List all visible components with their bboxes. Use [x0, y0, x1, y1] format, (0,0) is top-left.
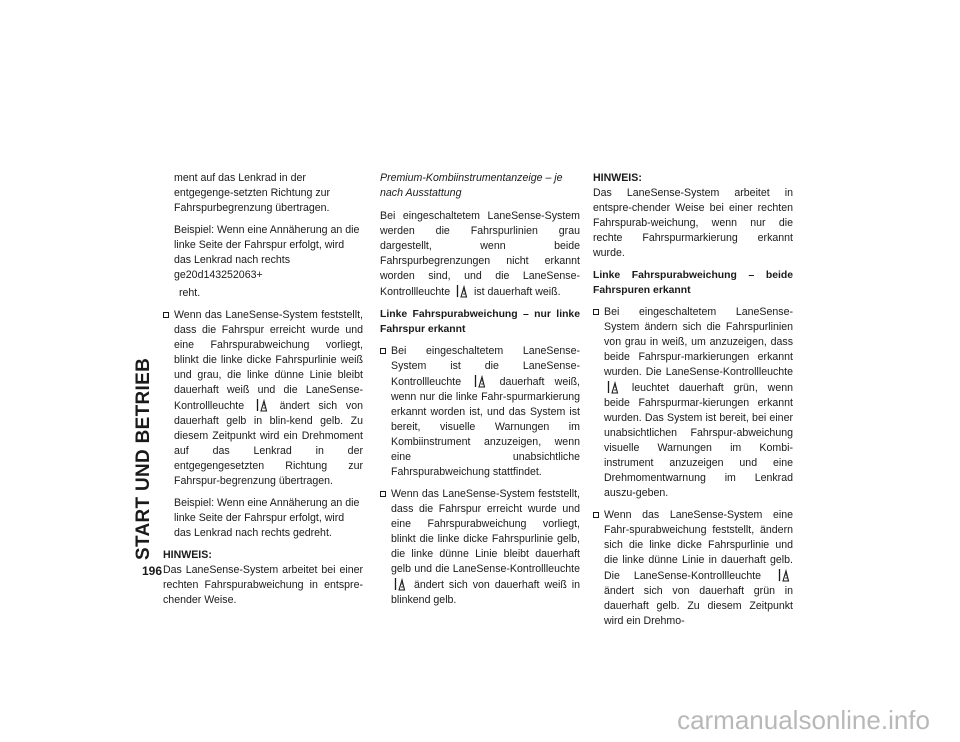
bullet-box-icon [380, 491, 386, 497]
watermark: carmanualsonline.info [677, 705, 930, 735]
section-heading: Linke Fahrspurabweichung – nur linke Fahrspur erkannt [380, 309, 580, 335]
list-item-text: Bei eingeschaltetem LaneSense-System ist die LaneSense-Kontrollleuchte [391, 345, 580, 388]
lanesense-icon [256, 398, 268, 412]
column-2 [380, 171, 580, 615]
subheading-italic: Premium-Kombiinstrumentanzeige – je nach Ausstattung [380, 172, 563, 199]
list-item [593, 305, 793, 501]
paragraph-text-continued: ist dauerhaft weiß. [474, 286, 561, 298]
list-item-text: Wenn das LaneSense-System feststellt, dass die Fahrspur erreicht wurde und eine Fahrspurabweichung vorliegt, blinkt die linke dicke Fahrspurlinie gelb, die linke dünne Linie bleibt dauerhaft gelb und die LaneSense-Kontrollleuchte [391, 488, 580, 575]
list-item-text-continued: dauerhaft weiß, wenn nur die linke Fahr-spurmarkierung erkannt worden ist, und das System ist bereit, visuelle Warnungen im Kombiinstrument anzuzeigen, wenn eine unabsichtliche Fahrspurabweichung stattfindet. [391, 376, 580, 478]
list-item-text-continued: ändert sich von dauerhaft gelb in blin-kend gelb. Zu diesem Zeitpunkt wird ein Drehmoment auf das Lenkrad in der entgegengesetzten Richtung zur Fahrspur-begrenzung übertragen. [174, 400, 363, 487]
lanesense-icon [394, 577, 406, 591]
bullet-box-icon [593, 512, 599, 518]
lanesense-icon [607, 380, 619, 394]
list-item [380, 344, 580, 480]
example-continuation: reht. [179, 287, 201, 299]
list-item-text-continued: ändert sich von dauerhaft grün in dauerhaft gelb. Zu diesem Zeitpunkt wird ein Drehmo- [604, 585, 793, 627]
list-item-text-continued: ändert sich von dauerhaft weiß in blinkend gelb. [391, 579, 580, 606]
page-number: 196 [142, 564, 163, 578]
note-text: Das LaneSense-System arbeitet in entspre-chender Weise bei einer rechten Fahrspurab-weichung, wenn nur die rechte Fahrspurmarkierung erkannt wurde. [593, 187, 793, 259]
list-item [380, 487, 580, 608]
paragraph: ment auf das Lenkrad in der entgegenge-setzten Richtung zur Fahrspurbegrenzung übertragen. [174, 172, 331, 214]
example-paragraph: Beispiel: Wenn eine Annäherung an die linke Seite der Fahrspur erfolgt, wird das Lenkrad nach rechts gedreht. [174, 497, 360, 539]
bullet-box-icon [163, 312, 169, 318]
list-item [163, 308, 363, 489]
example-paragraph: Beispiel: Wenn eine Annäherung an die linke Seite der Fahrspur erfolgt, wird das Lenkrad nach rechts ge20d143252063+ [174, 224, 360, 281]
section-heading: Linke Fahrspurabweichung – beide Fahrspuren erkannt [593, 270, 793, 296]
bullet-box-icon [593, 309, 599, 315]
lanesense-icon [474, 374, 486, 388]
list-item-text: Wenn das LaneSense-System eine Fahr-spurabweichung feststellt, ändern sich die linke dicke Fahrspurlinie und die linke dünne Linie in dauerhaft gelb. Die LaneSense-Kontrollleuchte [604, 509, 793, 582]
list-item [593, 508, 793, 629]
note-label: HINWEIS: [163, 549, 212, 561]
bullet-box-icon [380, 348, 386, 354]
lanesense-icon [456, 284, 468, 298]
column-3 [593, 171, 793, 636]
list-item-text: Bei eingeschaltetem LaneSense-System ändern sich die Fahrspurlinien von grau in weiß, um anzuzeigen, dass beide Fahrspur-markierungen erkannt wurden. Die LaneSense-Kontrollleuchte [604, 306, 793, 378]
list-item-text-continued: leuchtet dauerhaft grün, wenn beide Fahrspurmar-kierungen erkannt wurden. Das System ist bereit, bei einer unabsichtlichen Fahrspur-abweichung visuelle Warnungen im Kombi-instrument anzuzeigen und eine Drehmomentwarnung im Lenkrad auszu-geben. [604, 382, 793, 499]
note-text: Das LaneSense-System arbeitet bei einer rechten Fahrspurabweichung in entspre-chender Weise. [163, 564, 363, 606]
note-label: HINWEIS: [593, 172, 642, 184]
paragraph-text: Bei eingeschaltetem LaneSense-System werden die Fahrspurlinien grau dargestellt, wenn beide Fahrspurbegrenzungen nicht erkannt worden sind, und die LaneSense-Kontrollleuchte [380, 210, 580, 298]
paragraph [380, 209, 580, 300]
list-item-text: Wenn das LaneSense-System feststellt, dass die Fahrspur erreicht wurde und eine Fahrspurabweichung vorliegt, blinkt die linke dicke Fahrspurlinie weiß und grau, die linke dünne Linie bleibt dauerhaft weiß und die LaneSense-Kontrollleuchte [174, 309, 363, 412]
lanesense-icon [778, 568, 790, 582]
column-1 [163, 171, 363, 615]
section-title: START UND BETRIEB [133, 357, 154, 560]
